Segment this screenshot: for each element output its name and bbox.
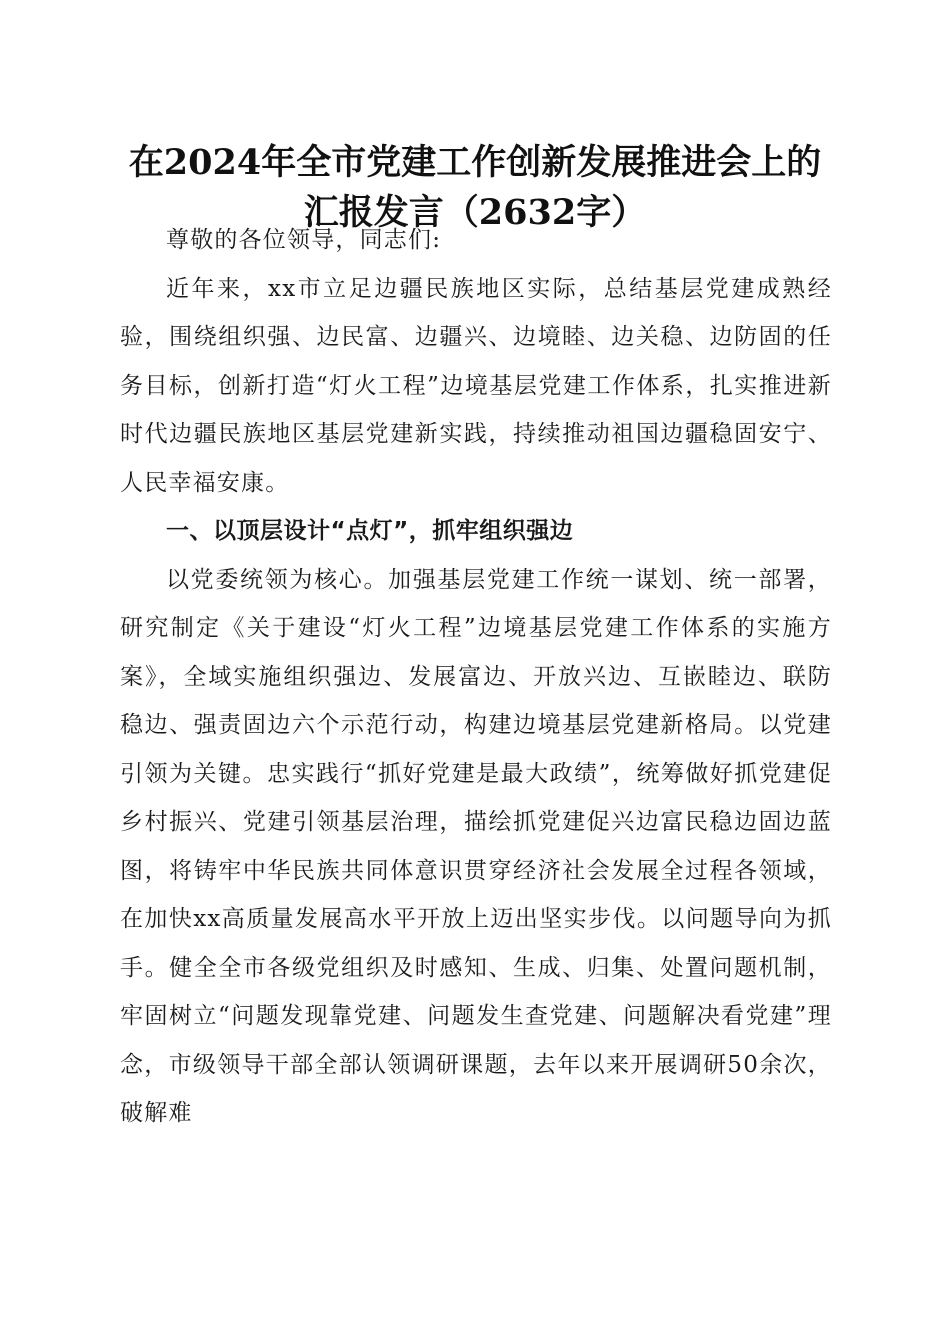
document-body — [120, 216, 832, 1138]
section-heading: 一、以顶层设计“点灯”，抓牢组织强边 — [166, 518, 574, 544]
intro-paragraph: 近年来，xx市立足边疆民族地区实际，总结基层党建成熟经验，围绕组织强、边民富、边疆兴、边境睦、边关稳、边防固的任务目标，创新打造“灯火工程”边境基层党建工作体系，扎实推进新时代边疆民族地区基层党建新实践，持续推动祖国边疆稳固安宁、人民幸福安康。 — [120, 275, 832, 496]
title-line-2: 汇报发言（2632字） — [303, 192, 647, 233]
title-line-1: 在2024年全市党建工作创新发展推进会上的 — [128, 142, 822, 183]
section-paragraph: 以党委统领为核心。加强基层党建工作统一谋划、统一部署，研究制定《关于建设“灯火工程”边境基层党建工作体系的实施方案》，全域实施组织强边、发展富边、开放兴边、互嵌睦边、联防稳边、强责固边六个示范行动，构建边境基层党建新格局。以党建引领为关键。忠实践行“抓好党建是最大政绩”，统筹做好抓党建促乡村振兴、党建引领基层治理，描绘抓党建促兴边富民稳边固边蓝图，将铸牢中华民族共同体意识贯穿经济社会发展全过程各领域，在加快xx高质量发展高水平开放上迈出坚实步伐。以问题导向为抓手。健全全市各级党组织及时感知、生成、归集、处置问题机制，牢固树立“问题发现靠党建、问题发生查党建、问题解决看党建”理念，市级领导干部全部认领调研课题，去年以来开展调研50余次，破解难 — [120, 566, 832, 1126]
salutation: 尊敬的各位领导，同志们: — [166, 227, 442, 253]
